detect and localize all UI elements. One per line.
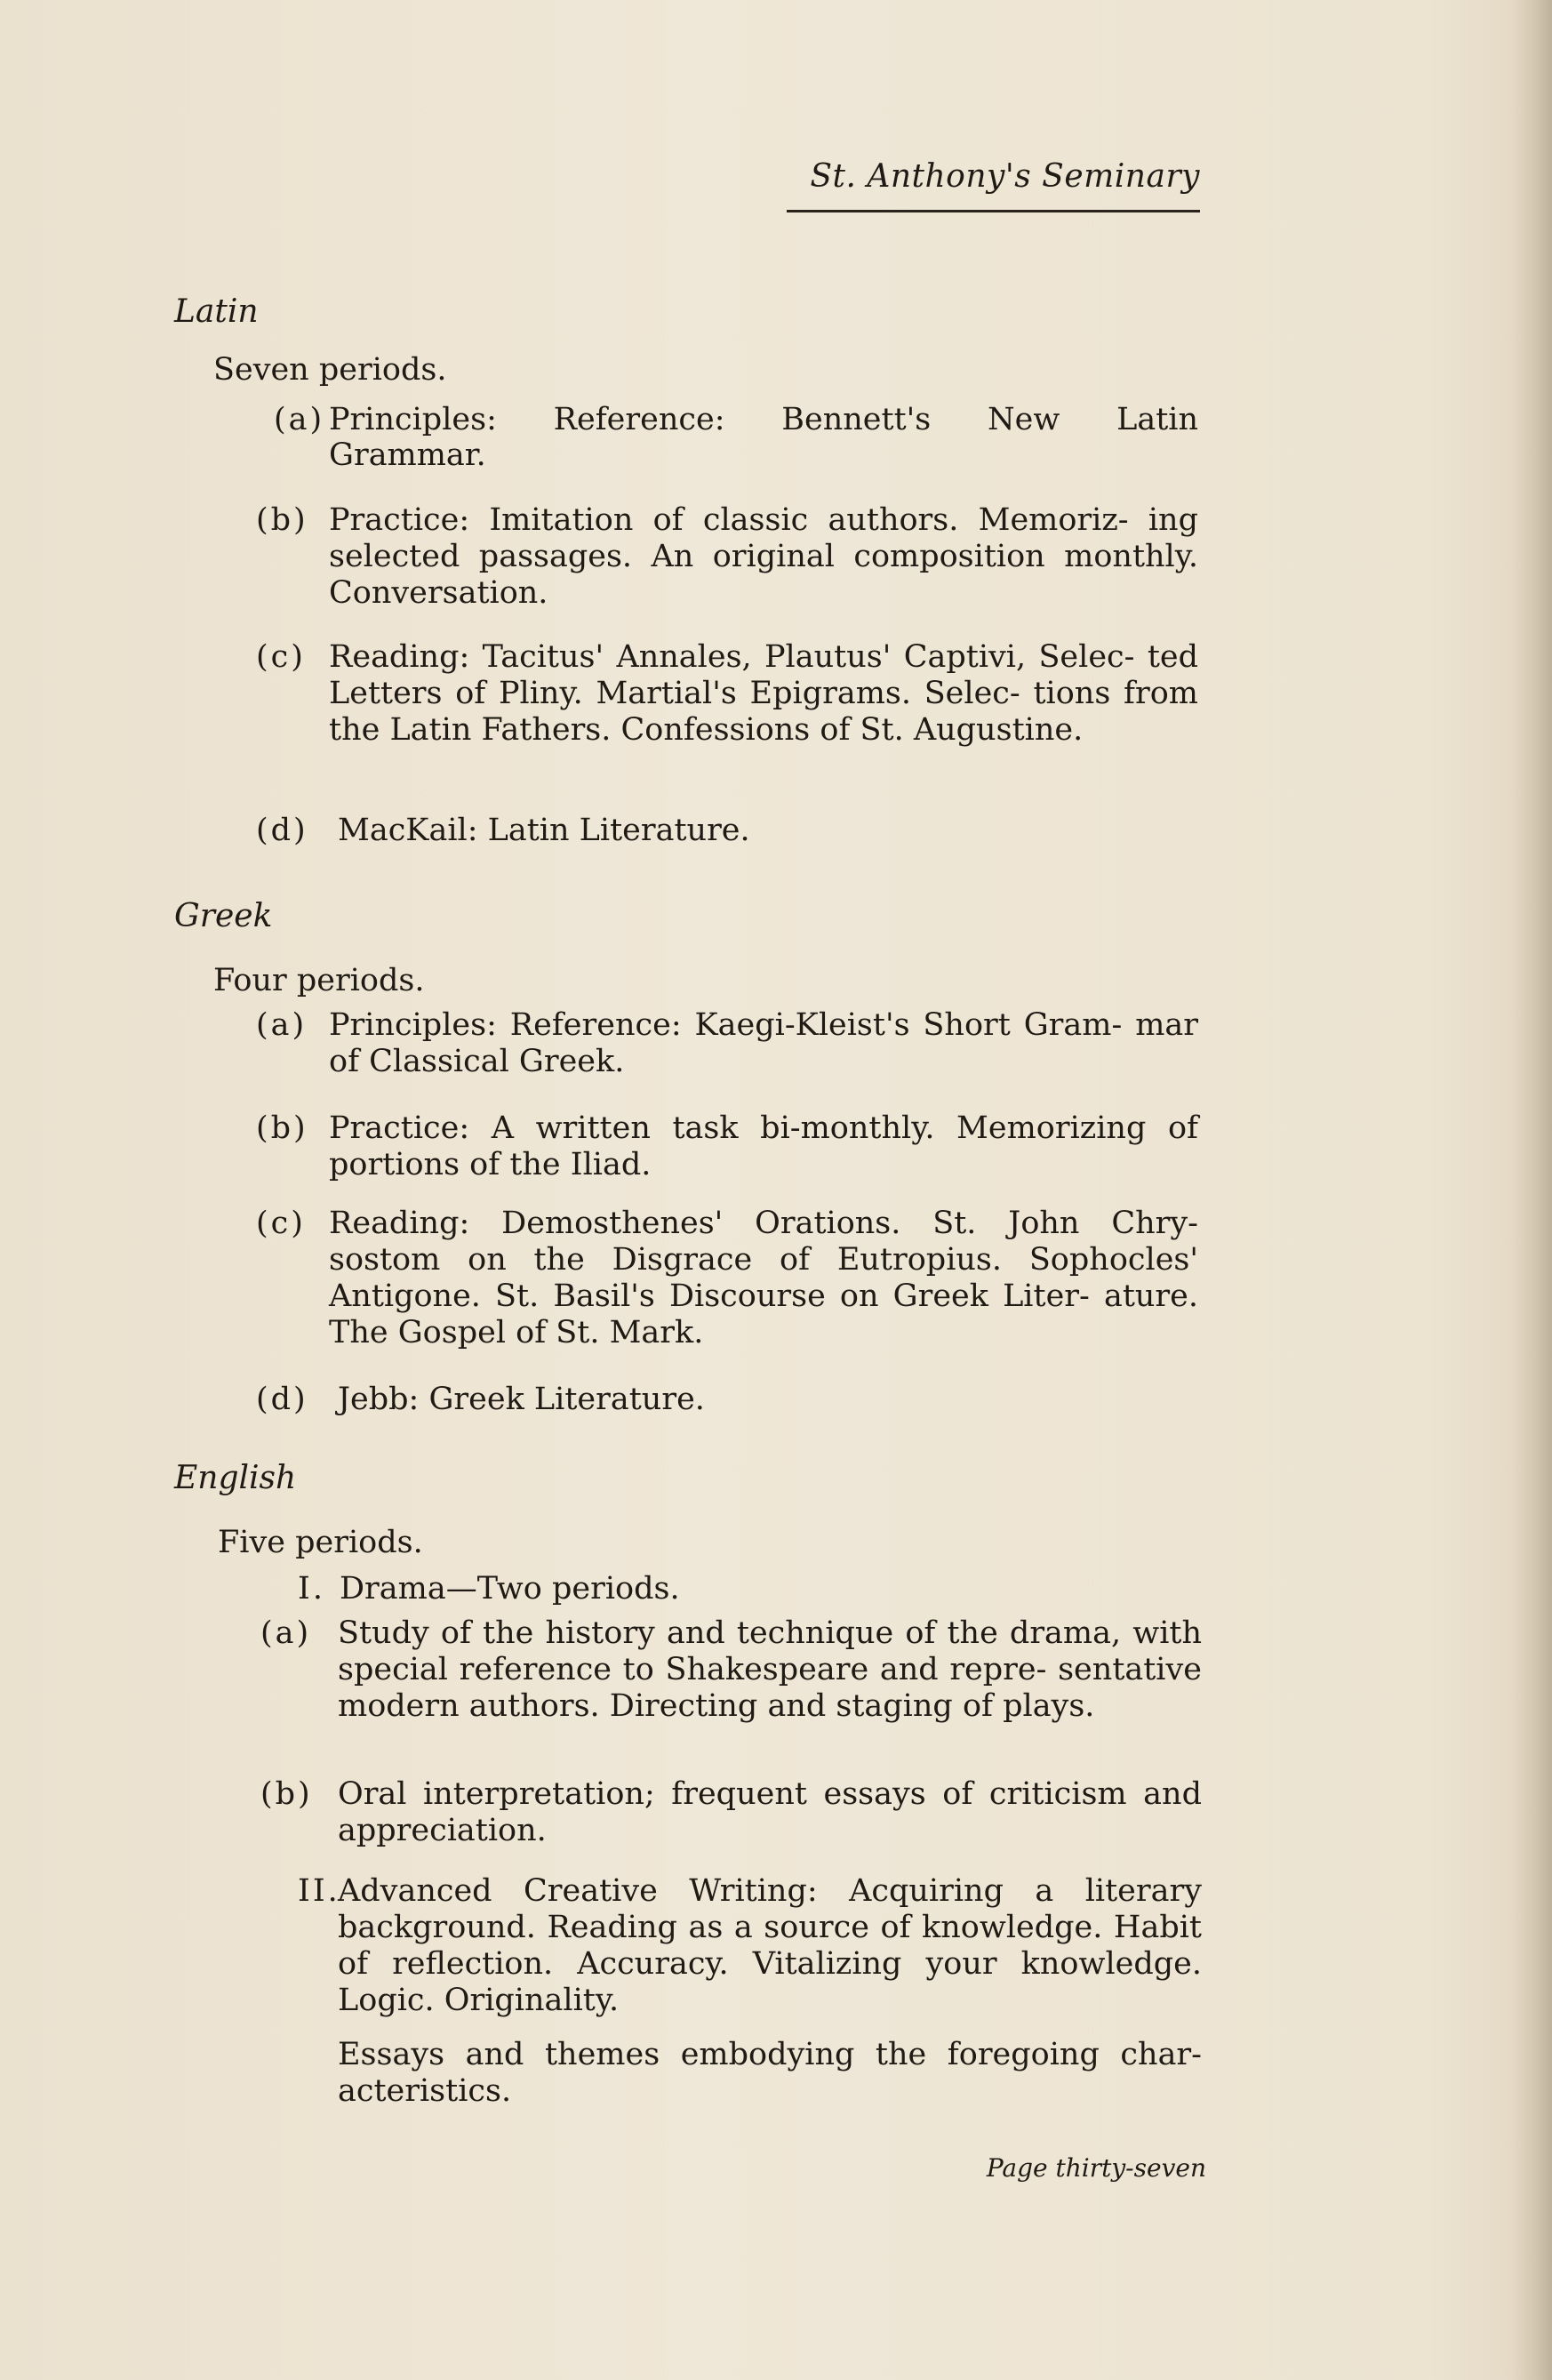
greek-b-text: Practice: A written task bi-monthly. Memorizing of portions of the Iliad. bbox=[329, 1110, 1198, 1182]
greek-c-text: Reading: Demosthenes' Orations. St. John Chry- sostom on the Disgrace of Eutropius. Sophocles' Antigone. St. Basil's Discourse on Greek Liter- ature. The Gospel of St. Mark. bbox=[329, 1206, 1198, 1350]
english-part1-marker: I. bbox=[298, 1571, 325, 1607]
page-number-footer: Page thirty-seven bbox=[986, 2153, 1206, 2183]
english-part1-text: Drama—Two periods. bbox=[340, 1571, 680, 1607]
latin-periods: Seven periods. bbox=[213, 352, 447, 388]
english-part2-text: Advanced Creative Writing: Acquiring a literary background. Reading as a source of knowledge. Habit of reflection. Accuracy. Vitalizing your knowledge. Logic. Originality. bbox=[338, 1873, 1202, 2018]
greek-c-marker: (c) bbox=[256, 1206, 306, 1241]
section-title-greek: Greek bbox=[174, 898, 273, 934]
greek-a-marker: (a) bbox=[256, 1007, 308, 1043]
greek-d-text: Jebb: Greek Literature. bbox=[338, 1382, 705, 1417]
page-spine-shadow bbox=[1511, 0, 1552, 2380]
latin-a-line1: Principles: Reference: Bennett's New Latin bbox=[329, 402, 1198, 437]
latin-c-marker: (c) bbox=[256, 639, 306, 675]
latin-d-text: MacKail: Latin Literature. bbox=[338, 813, 750, 848]
greek-b-marker: (b) bbox=[256, 1110, 308, 1146]
english-b-marker: (b) bbox=[260, 1776, 313, 1812]
header-rule bbox=[787, 210, 1200, 212]
english-essays-text: Essays and themes embodying the foregoing char- acteristics. bbox=[338, 2037, 1202, 2109]
latin-a-line2: Grammar. bbox=[329, 437, 486, 473]
greek-periods: Four periods. bbox=[213, 963, 425, 998]
running-header: St. Anthony's Seminary bbox=[810, 158, 1200, 195]
greek-d-marker: (d) bbox=[256, 1382, 308, 1417]
english-periods: Five periods. bbox=[218, 1525, 423, 1560]
section-title-latin: Latin bbox=[174, 293, 259, 330]
english-a-text: Study of the history and technique of the drama, with special reference to Shakespeare and repre- sentative modern authors. Directing and staging of plays. bbox=[338, 1615, 1202, 1724]
section-title-english: English bbox=[174, 1460, 297, 1496]
latin-c-text: Reading: Tacitus' Annales, Plautus' Captivi, Selec- ted Letters of Pliny. Martial's Epigrams. Selec- tions from the Latin Fathers. Confessions of St. Augustine. bbox=[329, 639, 1198, 748]
latin-a-marker: (a) bbox=[274, 402, 325, 437]
latin-d-marker: (d) bbox=[256, 813, 308, 848]
latin-b-marker: (b) bbox=[256, 502, 308, 538]
english-b-text: Oral interpretation; frequent essays of criticism and appreciation. bbox=[338, 1776, 1202, 1848]
greek-a-text: Principles: Reference: Kaegi-Kleist's Short Gram- mar of Classical Greek. bbox=[329, 1007, 1198, 1079]
english-part2-marker: II. bbox=[298, 1873, 340, 1909]
english-a-marker: (a) bbox=[260, 1615, 312, 1651]
latin-b-text: Practice: Imitation of classic authors. Memoriz- ing selected passages. An original composition monthly. Conversation. bbox=[329, 502, 1198, 611]
